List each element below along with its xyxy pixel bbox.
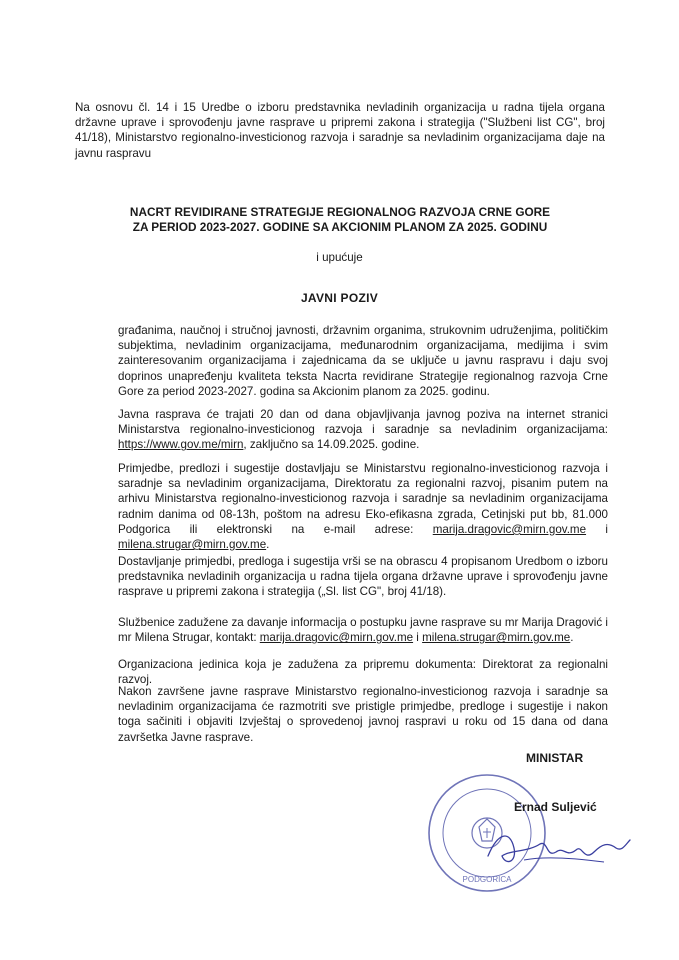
seal-city-text: PODGORICA [462, 875, 512, 884]
email-marija-link[interactable]: marija.dragovic@mirn.gov.me [432, 522, 587, 536]
javni-poziv-heading: JAVNI POZIV [300, 291, 379, 305]
paragraph-contact [118, 615, 608, 645]
paragraph-org-unit: Organizaciona jedinica koja je zadužena za pripremu dokumenta: Direktorat za regionalni razvoj. [118, 658, 608, 687]
upucuje-text: i upućuje [316, 251, 363, 264]
email-milena-link[interactable]: milena.strugar@mirn.gov.me [118, 538, 267, 552]
minister-name: Ernad Suljević [514, 800, 597, 814]
contact-text: Službenice zadužene za davanje informacija o postupku javne rasprave su mr Marija Dragović i mr Milena Strugar, kontakt: [118, 616, 608, 645]
signature-mark [484, 822, 634, 872]
paragraph-form: Dostavljanje primjedbi, predloga i sugestija vrši se na obrascu 4 propisanom Uredbom o izboru predstavnika nevladinih organizacija u radna tijela organa državne uprave i sprovođenju javne rasprave u pripremi zakona i strategija („Sl. list CG", broj 41/18). [118, 555, 608, 599]
minister-title: MINISTAR [526, 751, 584, 765]
duration-end: , zaključno sa 14.09.2025. godine. [243, 438, 420, 452]
title-line-1: NACRT REVIDIRANE STRATEGIJE REGIONALNOG RAZVOJA CRNE GORE [129, 205, 551, 219]
ministry-url-link[interactable]: https://www.gov.me/mirn [118, 438, 244, 452]
title-line-2: ZA PERIOD 2023-2027. GODINE SA AKCIONIM PLANOM ZA 2025. GODINU [132, 220, 548, 234]
contact-and-text: i [413, 631, 423, 645]
paragraph-duration [118, 407, 608, 453]
and-text: i [586, 522, 608, 536]
paragraph-invitation: građanima, naučnoj i stručnoj javnosti, državnim organima, strukovnim udruženjima, političkim subjektima, nevladinim organizacijama, međunarodnim organizacijama, medijima i svim zainteresovanim organizacijama i zajednicama da se uključe u javnu raspravu i daju svoj doprinos unapređenju kvaliteta teksta Nacrta revidirane Strategije regionalnog razvoja Crne Gore za period 2023-2027. godina sa Akcionim planom za 2025. godinu. [118, 324, 608, 398]
paragraph-submission [118, 461, 608, 552]
intro-paragraph: Na osnovu čl. 14 i 15 Uredbe o izboru predstavnika nevladinih organizacija u radna tijela organa državne uprave i sprovođenju javne rasprave u pripremi zakona i strategija ("Službeni list CG", broj 41/18), Ministarstvo regionalno-investicionog razvoja i saradnje sa nevladinim organizacijama daje na javnu raspravu [75, 101, 605, 160]
submission-text: Primjedbe, predlozi i sugestije dostavljaju se Ministarstvu regionalno-investicionog razvoja i saradnje sa nevladinim organizacijama, Direktoratu za regionalni razvoj, pisanim putem na arhivu Ministarstva regionalno-investicionog razvoja i saradnje sa nevladinim organizacijama radnim danima od 08-13h, poštom na adresu Eko-efikasna zgrada, Cetinjski put bb, 81.000 Podgorica ili elektronski na e-mail adrese: [118, 462, 608, 536]
contact-period-text: . [570, 631, 574, 645]
period-text: . [266, 538, 270, 552]
contact-email-milena-link[interactable]: milena.strugar@mirn.gov.me [422, 631, 571, 645]
paragraph-closing: Nakon završene javne rasprave Ministarstvo regionalno-investicionog razvoja i saradnje sa nevladinim organizacijama će razmotriti sve pristigle primjedbe, predloge i sugestije i nakon toga sačiniti i objaviti Izvještaj o sprovedenoj javnoj raspravi u roku od 15 dana od dana završetka Javne rasprave. [118, 685, 608, 744]
contact-email-marija-link[interactable]: marija.dragovic@mirn.gov.me [259, 631, 414, 645]
document-title [90, 205, 590, 235]
duration-text: Javna rasprava će trajati 20 dan od dana objavljivanja javnog poziva na internet stranici Ministarstva regionalno-investicionog razvoja i saradnje sa nevladinim organizacijama: [118, 408, 608, 437]
